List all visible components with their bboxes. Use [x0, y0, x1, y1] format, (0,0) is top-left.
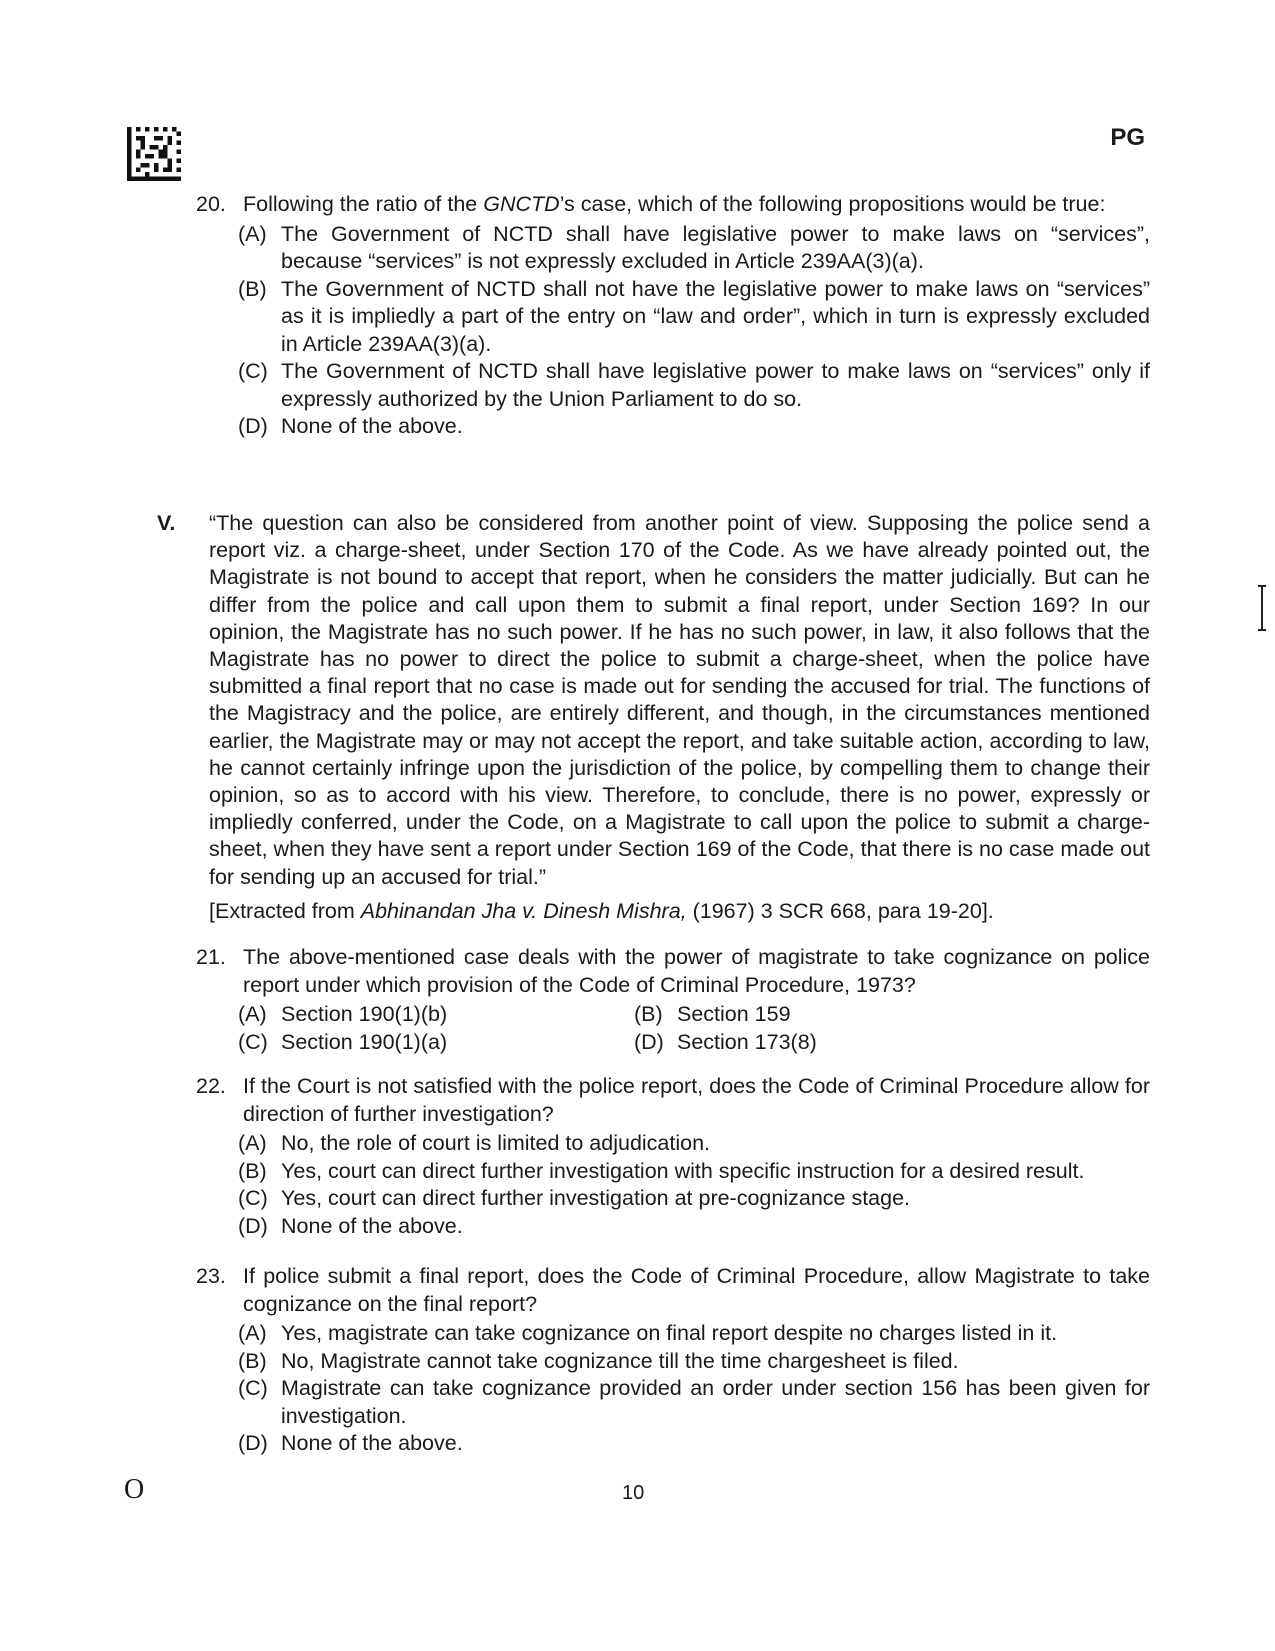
question-22 [196, 1073, 1150, 1240]
option-d: (D) None of the above. [238, 1213, 463, 1238]
question-stem: The above-mentioned case deals with the power of magistrate to take cognizance on police report under which provision of the Code of Criminal Procedure, 1973? [243, 945, 1150, 997]
passage-v [157, 510, 1150, 891]
passage-text: “The question can also be considered from another point of view. Supposing the police send a report viz. a charge-sheet, under Section 170 of the Code. As we have already pointed out, the Magistrate is not bound to accept that report, when he considers the matter judicially. But can he differ from the police and call upon them to submit a final report, under Section 169? In our opinion, the Magistrate has no such power. If he has no such power, in law, it also follows that the Magistrate has no power to direct the police to submit a charge-sheet, when the police have submitted a final report that no case is made out for sending the accused for trial. The functions of the Magistracy and the police, are entirely different, and though, in the circumstances mentioned earlier, the Magistrate may or may not accept the report, and take suitable action, according to law, he cannot certainly infringe upon the jurisdiction of the police, by compelling them to change their opinion, so as to accord with his view. Therefore, to conclude, there is no power, expressly or impliedly conferred, under the Code, on a Magistrate to call upon the police to submit a charge-sheet, when they have sent a report under Section 169 of the Code, that there is no case made out for sending up an accused for trial.” [209, 511, 1150, 889]
margin-registration-mark [1258, 585, 1266, 631]
option-a: (A) Section 190(1)(b) [238, 1002, 448, 1026]
question-number: 20. [196, 192, 226, 216]
option-b: (B) Section 159 [634, 1002, 791, 1026]
option-c: (C) Yes, court can direct further investigation at pre-cognizance stage. [238, 1186, 911, 1210]
option-d: (D) None of the above. [238, 414, 463, 438]
question-23 [196, 1263, 1150, 1458]
option-b: (B) The Government of NCTD shall not have the legislative power to make laws on “services” as it is impliedly a part of the entry on “law and order”, which in turn is expressly excluded in Article 239AA(3)(a). [238, 276, 1150, 356]
question-20 [196, 191, 1150, 441]
option-a: (A) No, the role of court is limited to adjudication. [238, 1131, 711, 1155]
paper-code: PG [1110, 124, 1145, 151]
question-stem: Following the ratio of the GNCTD’s case, which of the following propositions would be true: [243, 192, 1106, 216]
option-d: (D) None of the above. [238, 1431, 463, 1455]
option-c: (C) Section 190(1)(a) [238, 1029, 448, 1054]
qr-code [127, 127, 181, 181]
question-number: 22. [196, 1074, 226, 1098]
option-d: (D) Section 173(8) [634, 1029, 817, 1054]
question-number: 23. [196, 1264, 226, 1288]
passage-number: V. [157, 511, 176, 535]
option-b: (B) No, Magistrate cannot take cognizance till the time chargesheet is filed. [238, 1348, 959, 1373]
option-a: (A) Yes, magistrate can take cognizance on final report despite no charges listed in it. [238, 1321, 1058, 1345]
question-21 [196, 944, 1150, 1056]
question-stem: If police submit a final report, does the Code of Criminal Procedure, allow Magistrate to take cognizance on the final report? [243, 1264, 1150, 1316]
question-stem: If the Court is not satisfied with the police report, does the Code of Criminal Procedure allow for direction of further investigation? [243, 1074, 1150, 1126]
option-c: (C) Magistrate can take cognizance provided an order under section 156 has been given for investigation. [238, 1376, 1150, 1428]
passage-citation: [Extracted from Abhinandan Jha v. Dinesh Mishra, (1967) 3 SCR 668, para 19-20]. [209, 899, 994, 923]
page-number: 10 [622, 1482, 645, 1504]
question-number: 21. [196, 945, 226, 969]
option-b: (B) Yes, court can direct further investigation with specific instruction for a desired result. [238, 1158, 1085, 1183]
option-c: (C) The Government of NCTD shall have legislative power to make laws on “services” only if expressly authorized by the Union Parliament to do so. [238, 359, 1150, 411]
set-code: O [124, 1474, 145, 1505]
option-a: (A) The Government of NCTD shall have legislative power to make laws on “services”, because “services” is not expressly excluded in Article 239AA(3)(a). [238, 221, 1150, 273]
